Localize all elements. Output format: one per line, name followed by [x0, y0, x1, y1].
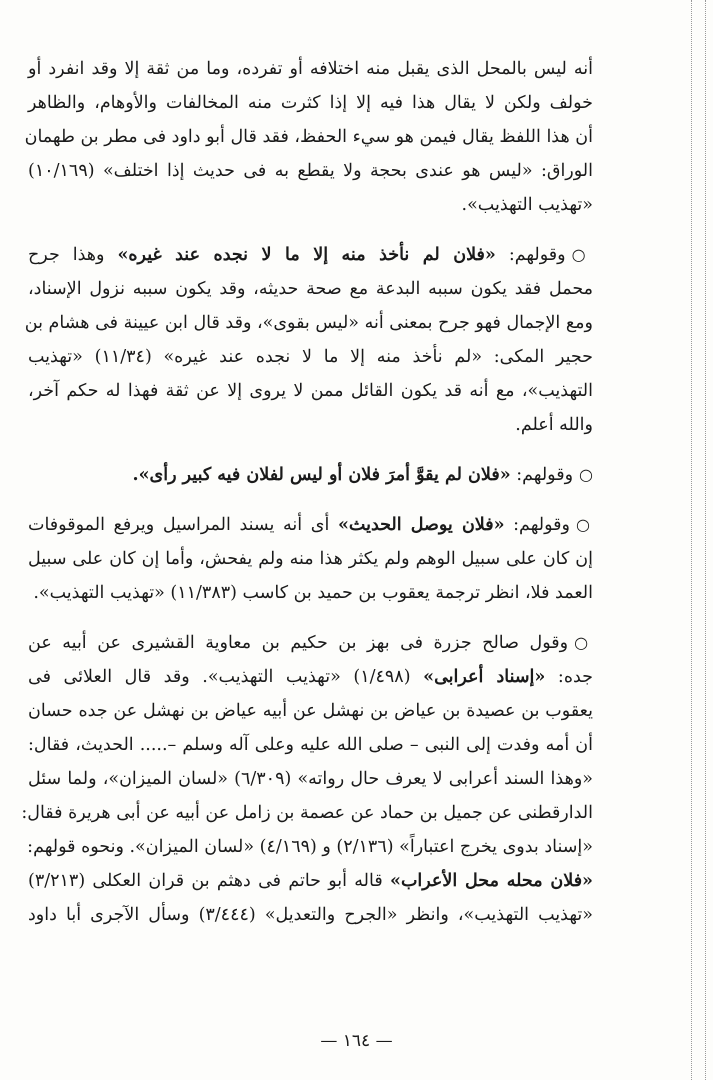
text-segment: أنه ليس بالمحل الذى يقبل منه اختلافه أو تفرده، وما من ثقة إلا وقد انفرد أو	[28, 59, 593, 79]
text-segment: يعقوب بن عصيدة بن عياض بن نهشل عن أبيه عياض بن نهشل عن جده حسان	[28, 701, 593, 721]
text-line	[28, 154, 593, 188]
page-edge-line	[691, 0, 692, 1080]
quoted-term: «إسناد أعرابى»	[423, 667, 546, 687]
page-number: — ١٦٤ —	[320, 1031, 393, 1051]
text-segment: قاله أبو حاتم فى دهثم بن قران العكلى (٣/٢١٣)	[28, 871, 390, 891]
text-line	[28, 238, 593, 272]
text-line	[28, 864, 593, 898]
text-segment: أى أنه يسند المراسيل ويرفع الموقوفات	[28, 515, 338, 535]
text-line	[28, 830, 593, 864]
text-line	[28, 408, 593, 442]
text-line	[28, 272, 593, 306]
text-segment: خولف ولكن لا يقال هذا فيه إلا إذا كثرت منه المخالفات والأوهام، والظاهر	[28, 93, 593, 113]
text-line	[28, 728, 593, 762]
text-segment: أن أمه وفدت إلى النبى – صلى الله عليه وعلى آله وسلم –..... الحديث، فقال:	[28, 735, 593, 755]
text-line	[28, 626, 593, 660]
paragraph-gap	[28, 442, 593, 458]
text-segment: والله أعلم.	[515, 415, 593, 435]
quoted-term: «فلان لم يقوَّ أمرَ فلان أو ليس لفلان فيه كبير رأى».	[132, 465, 511, 485]
text-segment: التهذيب»، مع أنه قد يكون القائل ممن لا يروى إلا عن ثقة فهذا له حكم آخر،	[28, 381, 593, 401]
text-segment: (١/٤٩٨) «تهذيب التهذيب». وقد قال العلائى فى	[28, 667, 424, 687]
text-segment: وقولهم:	[495, 245, 566, 265]
text-line	[24, 306, 593, 340]
bullet-circle-icon: ○	[575, 515, 593, 534]
text-segment: جده:	[545, 667, 593, 687]
text-line	[28, 374, 593, 408]
text-segment: ومع الإجمال فهو جرح بمعنى أنه «ليس بقوى»، وقد قال ابن عيينة فى هشام بن	[24, 313, 593, 333]
quoted-term: «فلان يوصل الحديث»	[337, 515, 505, 535]
text-line	[21, 796, 593, 830]
text-line	[28, 508, 593, 542]
bullet-circle-icon: ○	[579, 465, 593, 484]
text-line	[24, 120, 593, 154]
text-segment: الدارقطنى عن جميل بن حماد عن عصمة بن زامل عن أبيه عن أبى هريرة فقال:	[21, 803, 593, 823]
paragraph-gap	[28, 222, 593, 238]
text-line	[28, 694, 593, 728]
text-line	[28, 898, 593, 932]
text-segment: «تهذيب التهذيب».	[461, 195, 593, 215]
paragraph	[24, 52, 593, 222]
paragraph	[28, 508, 593, 610]
text-line	[28, 542, 593, 576]
text-segment: وقولهم:	[504, 515, 570, 535]
text-line	[28, 458, 593, 492]
text-line	[28, 340, 593, 374]
text-line	[28, 660, 593, 694]
text-segment: وهذا جرح	[28, 245, 118, 265]
quoted-term: «فلان لم نأخذ منه إلا ما لا نجده عند غيره»	[117, 245, 496, 265]
bullet-circle-icon: ○	[574, 633, 593, 652]
text-segment: وقول صالح جزرة فى بهز بن حكيم بن معاوية القشيرى عن أبيه عن	[28, 633, 569, 653]
text-line	[28, 52, 593, 86]
page-edge-line	[705, 0, 706, 1080]
text-segment: وقولهم:	[510, 465, 574, 485]
paragraph-gap	[28, 610, 593, 626]
text-segment: «إسناد بدوى يخرج اعتباراً» (٢/١٣٦) و (٤/١٦٩) «لسان الميزان». ونحوه قولهم:	[27, 837, 593, 857]
text-segment: «تهذيب التهذيب»، وانظر «الجرح والتعديل» (٣/٤٤٤) وسأل الآجرى أبا داود	[28, 905, 593, 925]
body-text	[21, 52, 593, 932]
text-segment: أن هذا اللفظ يقال فيمن هو سيء الحفظ، فقد قال أبو داود فى مطر بن طهمان	[24, 127, 593, 147]
bullet-circle-icon: ○	[571, 245, 593, 264]
paragraph-gap	[28, 492, 593, 508]
text-line	[28, 86, 593, 120]
text-segment: الوراق: «ليس هو عندى بحجة ولا يقطع به فى حديث إذا اختلف» (١٠/١٦٩)	[28, 161, 593, 181]
paragraph	[28, 458, 593, 492]
text-segment: محمل فقد يكون سببه البدعة مع صحة حديثه، وقد يكون سببه نزول الإسناد،	[28, 279, 593, 299]
paragraph	[24, 238, 593, 442]
text-segment: «وهذا السند أعرابى لا يعرف حال رواته» (٦/٣٠٩) «لسان الميزان»، ولما سئل	[28, 769, 593, 789]
text-segment: إن كان على سبيل الوهم ولم يكثر هذا منه ولم يفحش، وأما إن كان على سبيل	[28, 549, 593, 569]
text-line	[28, 762, 593, 796]
text-segment: العمد فلا، انظر ترجمة يعقوب بن حميد بن كاسب (١١/٣٨٣) «تهذيب التهذيب».	[33, 583, 593, 603]
text-line	[28, 576, 593, 610]
paragraph	[21, 626, 593, 932]
text-segment: حجير المكى: «لم نأخذ منه إلا ما لا نجده عند غيره» (١١/٣٤) «تهذيب	[28, 347, 593, 367]
quoted-term: «فلان محله محل الأعراب»	[390, 871, 593, 891]
text-line	[28, 188, 593, 222]
